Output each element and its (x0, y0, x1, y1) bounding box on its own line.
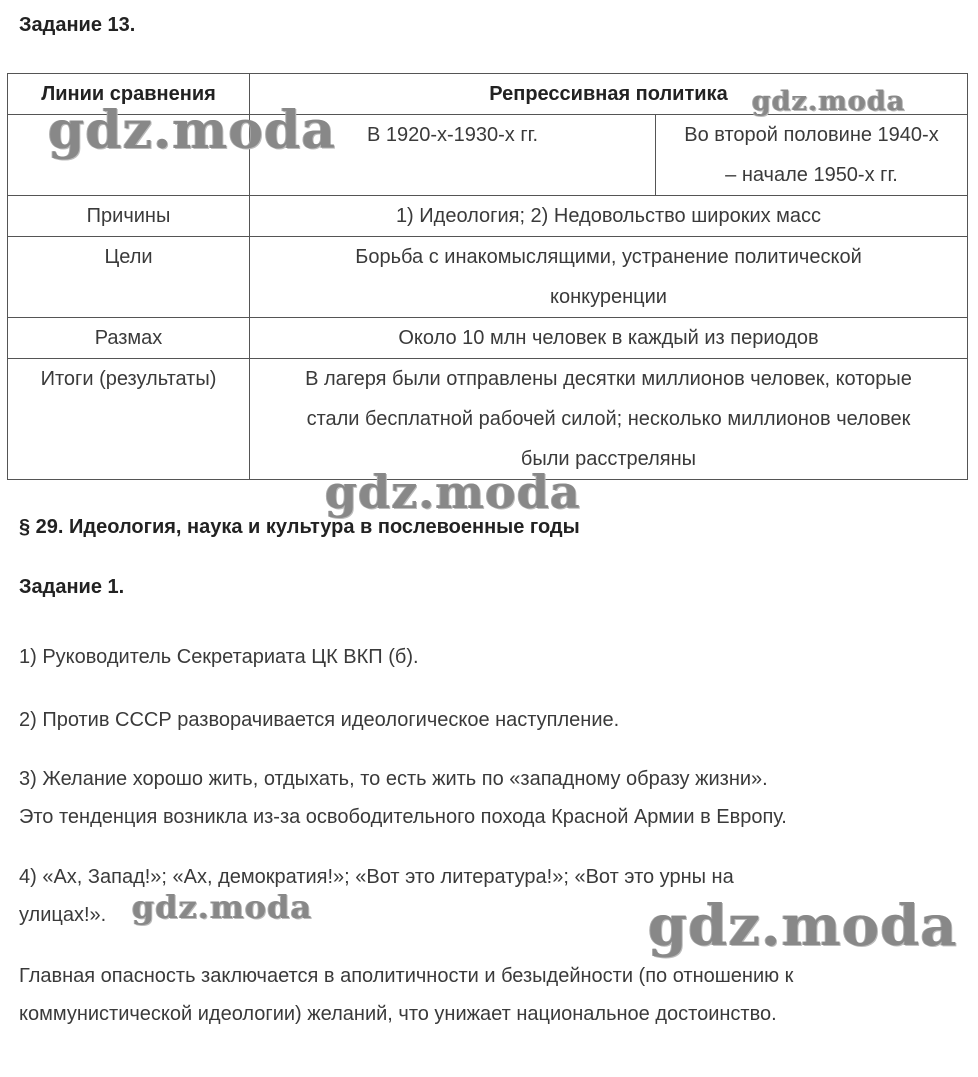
row-label-causes: Причины (8, 196, 250, 237)
answer-4-line-2: улицах!». (19, 904, 107, 926)
table-row (8, 359, 968, 480)
row-label-results: Итоги (результаты) (8, 359, 250, 480)
period-1940-1950 (656, 115, 968, 196)
results-line-3: были расстреляны (520, 448, 697, 470)
conclusion-line-2: коммунистической идеологии) желаний, что унижает национальное достоинство. (19, 1003, 777, 1025)
watermark-logo: gdz.moda (325, 465, 581, 519)
watermark-logo: gdz.moda (132, 888, 313, 926)
watermark-logo: gdz.moda (48, 100, 337, 161)
header-repressive-policy: Репрессивная политика (250, 74, 968, 115)
answer-3 (19, 760, 787, 836)
row-value-results (250, 359, 968, 480)
answer-2: 2) Против СССР разворачивается идеологическое наступление. (19, 709, 620, 731)
conclusion (19, 957, 793, 1033)
goals-line-2: конкуренции (550, 286, 667, 308)
results-line-2: стали бесплатной рабочей силой; несколько миллионов человек (306, 408, 911, 430)
task-13-title: Задание 13. (19, 14, 136, 36)
row-value-causes: 1) Идеология; 2) Недовольство широких масс (250, 196, 968, 237)
goals-line-1: Борьба с инакомыслящими, устранение политической (355, 246, 862, 268)
header-comparison-lines: Линии сравнения (8, 74, 250, 115)
period-2-line-2: – начале 1950-х гг. (725, 164, 898, 186)
results-line-1: В лагеря были отправлены десятки миллионов человек, которые (305, 368, 912, 390)
answer-3-line-1: 3) Желание хорошо жить, отдыхать, то есть жить по «западному образу жизни». (19, 768, 768, 790)
task-1-title: Задание 1. (19, 576, 125, 598)
answer-4-line-1: 4) «Ах, Запад!»; «Ах, демократия!»; «Вот это литература!»; «Вот это урны на (19, 866, 734, 888)
row-label-scale: Размах (8, 318, 250, 359)
section-29-title: § 29. Идеология, наука и культура в послевоенные годы (19, 516, 580, 538)
watermark-logo: gdz.moda (752, 86, 906, 117)
period-2-line-1: Во второй половине 1940-х (684, 124, 939, 146)
answer-3-line-2: Это тенденция возникла из-за освободительного похода Красной Армии в Европу. (19, 806, 787, 828)
answer-1: 1) Руководитель Секретариата ЦК ВКП (б). (19, 646, 419, 668)
table-row (8, 237, 968, 318)
conclusion-line-1: Главная опасность заключается в аполитичности и безыдейности (по отношению к (19, 965, 794, 987)
watermark-logo: gdz.moda (648, 893, 958, 959)
table-row (8, 196, 968, 237)
row-value-scale: Около 10 млн человек в каждый из периодов (250, 318, 968, 359)
table-row (8, 318, 968, 359)
row-label-goals: Цели (8, 237, 250, 318)
row-value-goals (250, 237, 968, 318)
answer-4 (19, 858, 734, 934)
period-1920-1930: В 1920-х-1930-х гг. (250, 115, 656, 196)
